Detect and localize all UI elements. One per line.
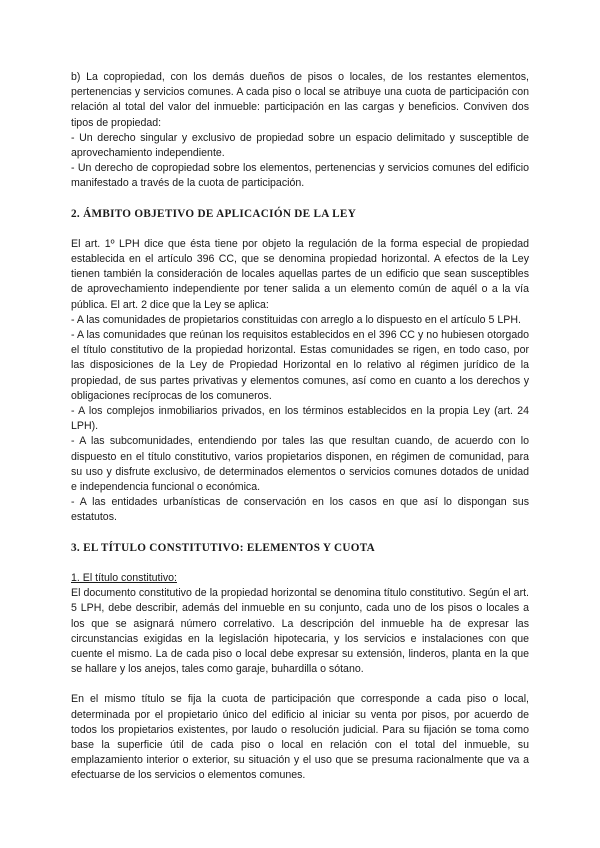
section2-list-item: - A las entidades urbanísticas de conservación en los casos en que así lo dispongan sus estatutos. <box>71 496 529 524</box>
section-heading-ambito: 2. ÁMBITO OBJETIVO DE APLICACIÓN DE LA LEY <box>71 207 357 220</box>
paragraph-gap <box>71 677 529 692</box>
section2-list-item: - A las comunidades que reúnan los requisitos establecidos en el 396 CC y no hubiesen otorgado el título constitutivo de la propiedad horizontal. Estas comunidades se rigen, en todo caso, por las disposiciones de la Ley de Propiedad Horizontal en lo relativo al régimen jurídico de la propiedad, de sus partes privativas y elementos comunes, así como en cuanto a los derechos y obligaciones recíprocas de los comuneros. <box>71 329 529 402</box>
section2-paragraph: El art. 1º LPH dice que ésta tiene por objeto la regulación de la forma especial de propiedad establecida en el artículo 396 CC, que se denomina propiedad horizontal. A efectos de la Ley tienen también la consideración de locales aquellas partes de un edificio que sean susceptibles de aprovechamiento independiente por tener salida a un elemento común de aquél o a la vía pública. El art. 2 dice que la Ley se aplica: <box>71 237 529 311</box>
intro-list-item: - Un derecho singular y exclusivo de propiedad sobre un espacio delimitado y susceptible de aprovechamiento independiente. <box>71 131 529 160</box>
section2-list-item: - A los complejos inmobiliarios privados, en los términos establecidos en la propia Ley (art. 24 LPH). <box>71 405 529 433</box>
section-heading-titulo: 3. EL TÍTULO CONSTITUTIVO: ELEMENTOS Y CUOTA <box>71 541 376 554</box>
section2-list-item: - A las comunidades de propietarios constituidas con arreglo a lo dispuesto en el artículo 5 LPH. <box>71 313 521 326</box>
subsection-title: 1. El título constitutivo: <box>71 571 177 584</box>
section2-list-item: - A las subcomunidades, entendiendo por tales las que resultan cuando, de acuerdo con lo dispuesto en el título constitutivo, varios propietarios disponen, en régimen de comunidad, para su uso y disfrute exclusivo, de determinados elementos o servicios comunes dotados de unidad e independencia funcional o económica. <box>71 435 529 494</box>
section3-paragraph: El documento constitutivo de la propiedad horizontal se denomina título constitutivo. Según el art. 5 LPH, debe describir, además del inmueble en su conjunto, cada uno de los pisos o locales a los que se asignará número correlativo. La descripción del inmueble ha de expresar las circunstancias exigidas en la legislación hipotecaria, y los servicios e instalaciones con que cuente el mismo. La de cada piso o local debe expresar su extensión, linderos, planta en la que se hallare y los anejos, tales como garaje, buhardilla o sótano. <box>71 587 529 676</box>
intro-paragraph: b) La copropiedad, con los demás dueños de pisos o locales, de los restantes elementos, pertenencias y servicios comunes. A cada piso o local se atribuye una cuota de participación con relación al total del valor del inmueble: participación en las cargas y beneficios. Conviven dos tipos de propiedad: <box>71 71 529 129</box>
section3-paragraph: En el mismo título se fija la cuota de participación que corresponde a cada piso o local, determinada por el propietario único del edificio al iniciar su venta por pisos, por acuerdo de todos los propietarios existentes, por laudo o resolución judicial. Para su fijación se toma como base la superficie útil de cada piso o local en relación con el total del inmueble, su emplazamiento interior o exterior, su situación y el uso que se presuma racionalmente que va a efectuarse de los servicios o elementos comunes. <box>71 693 529 782</box>
intro-list-item: - Un derecho de copropiedad sobre los elementos, pertenencias y servicios comunes del edificio manifestado a través de la cuota de participación. <box>71 162 529 190</box>
document-page <box>71 70 529 784</box>
